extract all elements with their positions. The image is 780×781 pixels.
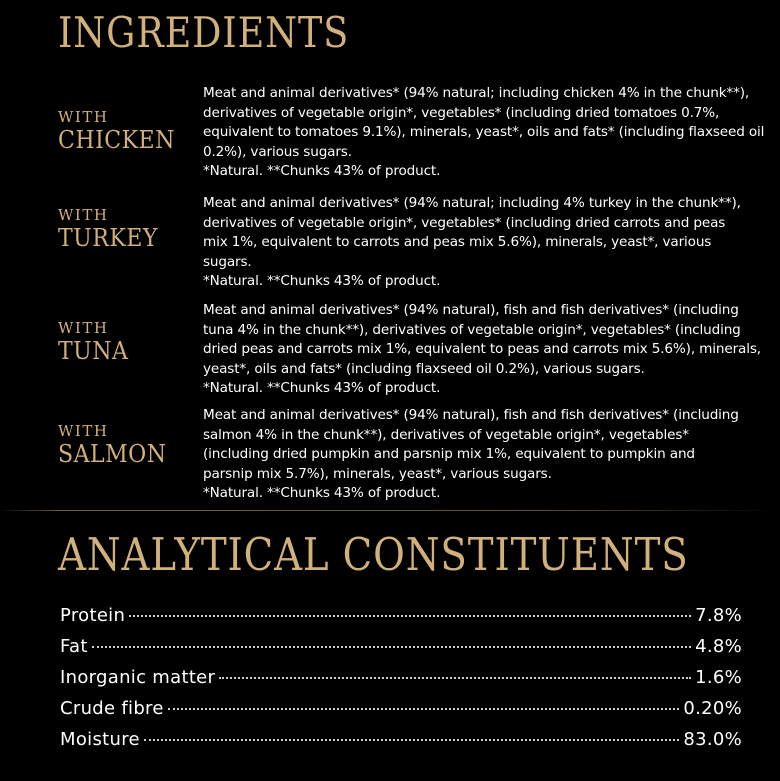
ingredient-line: yeast*, oils and fats* (including flaxseed oil 0.2%), various sugars.: [203, 360, 645, 377]
ingredient-line: parsnip mix 5.7%), minerals, yeast*, various sugars.: [203, 465, 552, 482]
ingredient-line: mix 1%, equivalent to carrots and peas mix 5.6%), minerals, yeast*, various: [203, 234, 712, 250]
constituent-value: 0.20%: [683, 698, 742, 719]
flavor-label-tuna: [58, 319, 135, 365]
dot-leader: [168, 708, 680, 710]
dot-leader: [144, 739, 679, 741]
ingredient-line: salmon 4% in the chunk**), derivatives of vegetable origin*, vegetables*: [203, 426, 689, 443]
constituent-row-fat: [60, 636, 742, 667]
constituent-row-moisture: [60, 729, 742, 760]
dot-leader: [92, 646, 691, 648]
dot-leader: [129, 615, 691, 617]
constituent-value: 7.8%: [695, 605, 742, 626]
constituent-name: Protein: [60, 605, 126, 626]
flavor-name: CHICKEN: [58, 126, 175, 154]
analytical-constituents-heading: ANALYTICAL CONSTITUENTS: [58, 528, 689, 581]
ingredients-heading: INGREDIENTS: [58, 8, 350, 57]
ingredient-description-chicken: [203, 84, 775, 182]
ingredient-footnote: *Natural. **Chunks 43% of product.: [203, 163, 441, 179]
flavor-label-turkey: [58, 206, 167, 252]
ingredient-description-tuna: [203, 301, 775, 399]
constituent-name: Inorganic matter: [60, 667, 216, 688]
constituent-row-crude-fibre: [60, 698, 742, 729]
analytical-constituents-list: [60, 605, 742, 760]
ingredient-description-salmon: [203, 406, 775, 504]
flavor-name: TURKEY: [58, 224, 158, 252]
constituent-value: 83.0%: [683, 729, 742, 750]
constituent-row-protein: [60, 605, 742, 636]
ingredient-line: Meat and animal derivatives* (94% natural), fish and fish derivatives* (including: [203, 407, 739, 423]
ingredient-description-turkey: [203, 194, 775, 292]
ingredient-line: derivatives of vegetable origin*, vegetables* (including dried carrots and peas: [203, 214, 726, 231]
constituent-name: Fat: [60, 636, 88, 657]
ingredient-line: equivalent to tomatoes 9.1%), minerals, yeast*, oils and fats* (including flaxseed oil: [203, 124, 765, 140]
constituent-value: 4.8%: [695, 636, 742, 657]
ingredient-line: Meat and animal derivatives* (94% natural; including chicken 4% in the chunk**),: [203, 85, 750, 101]
ingredient-line: Meat and animal derivatives* (94% natural; including 4% turkey in the chunk**),: [203, 195, 741, 211]
ingredient-footnote: *Natural. **Chunks 43% of product.: [203, 485, 441, 501]
ingredient-line: Meat and animal derivatives* (94% natural), fish and fish derivatives* (including: [203, 302, 739, 318]
section-divider: [0, 510, 780, 511]
flavor-name: SALMON: [58, 440, 167, 468]
ingredient-line: derivatives of vegetable origin*, vegetables* (including dried tomatoes 0.7%,: [203, 104, 720, 121]
ingredient-line: tuna 4% in the chunk**), derivatives of vegetable origin*, vegetables* (including: [203, 321, 741, 338]
constituent-name: Crude fibre: [60, 698, 164, 719]
flavor-with-label: WITH: [58, 108, 109, 126]
ingredient-line: dried peas and carrots mix 1%, equivalent to peas and carrots mix 5.6%), minerals,: [203, 341, 761, 357]
flavor-with-label: WITH: [58, 206, 109, 224]
flavor-label-salmon: [58, 422, 176, 468]
flavor-label-chicken: [58, 108, 185, 154]
dot-leader: [219, 677, 691, 679]
ingredient-line: (including dried pumpkin and parsnip mix 1%, equivalent to pumpkin and: [203, 446, 695, 462]
ingredient-line: 0.2%), various sugars.: [203, 143, 352, 160]
constituent-row-inorganic-matter: [60, 667, 742, 698]
ingredient-footnote: *Natural. **Chunks 43% of product.: [203, 380, 441, 396]
ingredient-footnote: *Natural. **Chunks 43% of product.: [203, 273, 441, 289]
flavor-name: TUNA: [58, 337, 129, 365]
flavor-with-label: WITH: [58, 422, 109, 440]
ingredient-line: sugars.: [203, 253, 252, 270]
constituent-name: Moisture: [60, 729, 140, 750]
flavor-with-label: WITH: [58, 319, 109, 337]
constituent-value: 1.6%: [695, 667, 742, 688]
